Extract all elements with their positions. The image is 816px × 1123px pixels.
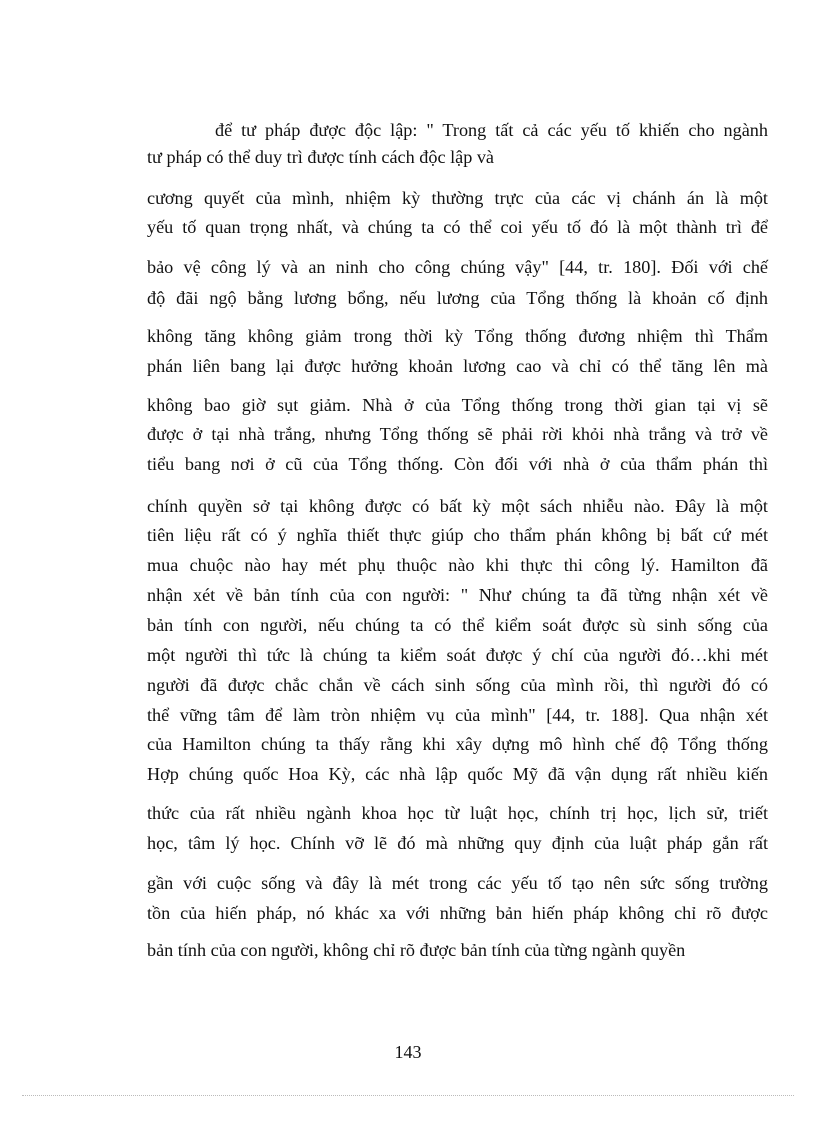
text-line: mua chuộc nào hay mét phụ thuộc nào khi thực thi công lý. Hamilton đã: [147, 555, 768, 575]
text-line: phán liên bang lại được hưởng khoản lương cao và chỉ có thể tăng lên mà: [147, 356, 768, 376]
text-line: yếu tố quan trọng nhất, và chúng ta có thể coi yếu tố đó là một thành trì để: [147, 217, 768, 237]
text-line: nhận xét về bản tính của con người: " Như chúng ta đã từng nhận xét về: [147, 585, 768, 605]
text-line: một người thì tức là chúng ta kiểm soát được ý chí của người đó…khi mét: [147, 645, 768, 665]
text-line: cương quyết của mình, nhiệm kỳ thường trực của các vị chánh án là một: [147, 188, 768, 208]
text-line: bản tính của con người, không chỉ rõ được bản tính của từng ngành quyền: [147, 940, 686, 960]
text-line: không bao giờ sụt giảm. Nhà ở của Tổng thống trong thời gian tại vị sẽ: [147, 395, 768, 415]
text-line: bảo vệ công lý và an ninh cho công chúng vậy" [44, tr. 180]. Đối với chế: [147, 257, 768, 277]
text-line: thức của rất nhiều ngành khoa học từ luật học, chính trị học, lịch sử, triết: [147, 803, 768, 823]
text-line: học, tâm lý học. Chính vỡ lẽ đó mà những quy định của luật pháp gắn rất: [147, 833, 768, 853]
text-line: người đã được chắc chắn về cách sinh sống của mình rồi, thì người đó có: [147, 675, 768, 695]
text-line: bản tính con người, nếu chúng ta có thể kiểm soát được sù sinh sống của: [147, 615, 768, 635]
page-boundary-divider: [22, 1095, 794, 1096]
text-line: của Hamilton chúng ta thấy rằng khi xây dựng mô hình chế độ Tổng thống: [147, 734, 768, 754]
text-line: độ đãi ngộ bằng lương bổng, nếu lương của Tổng thống là khoản cố định: [147, 288, 768, 308]
text-line: tiên liệu rất có ý nghĩa thiết thực giúp cho thẩm phán không bị bất cứ mét: [147, 525, 768, 545]
page-number: 143: [394, 1042, 422, 1062]
text-line: gần với cuộc sống và đây là mét trong các yếu tố tạo nên sức sống trường: [147, 873, 768, 893]
text-line: Hợp chúng quốc Hoa Kỳ, các nhà lập quốc Mỹ đã vận dụng rất nhiều kiến: [147, 764, 768, 784]
text-line: tiểu bang nơi ở cũ của Tổng thống. Còn đối với nhà ở của thẩm phán thì: [147, 454, 768, 474]
text-line: không tăng không giảm trong thời kỳ Tổng thống đương nhiệm thì Thẩm: [147, 326, 768, 346]
text-line: tư pháp có thể duy trì được tính cách độc lập và: [147, 147, 495, 167]
text-line: chính quyền sở tại không được có bất kỳ một sách nhiễu nào. Đây là một: [147, 496, 768, 516]
text-line: tồn của hiến pháp, nó khác xa với những bản hiến pháp không chỉ rõ được: [147, 903, 768, 923]
text-line: được ở tại nhà trắng, nhưng Tổng thống sẽ phải rời khỏi nhà trắng và trở về: [147, 424, 768, 444]
text-line: để tư pháp được độc lập: " Trong tất cả các yếu tố khiến cho ngành: [215, 120, 768, 140]
text-line: thể vững tâm để làm tròn nhiệm vụ của mình" [44, tr. 188]. Qua nhận xét: [147, 705, 768, 725]
